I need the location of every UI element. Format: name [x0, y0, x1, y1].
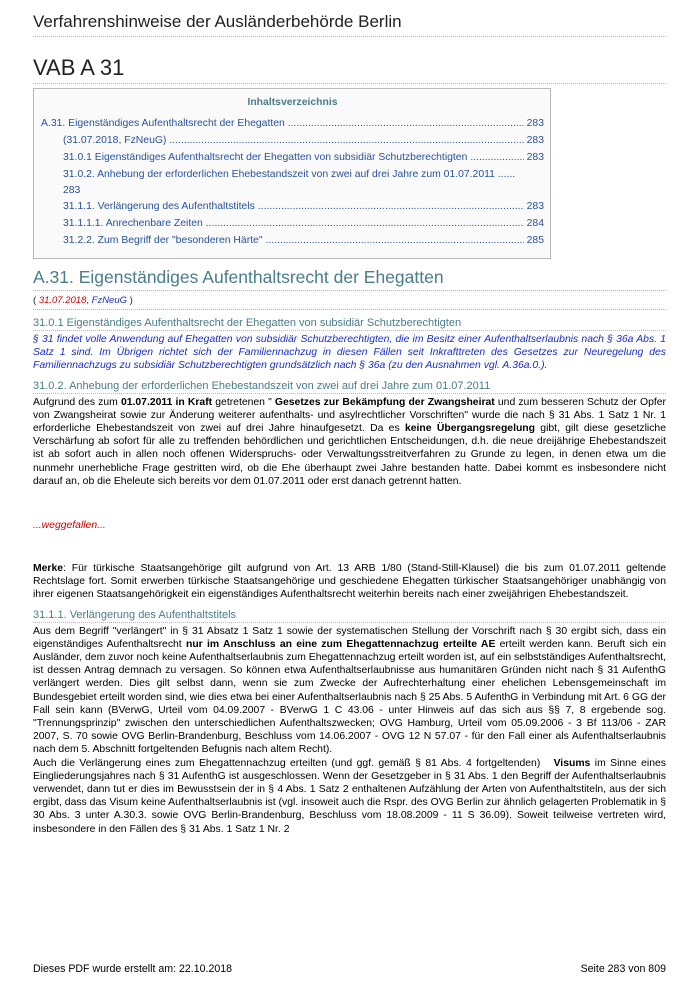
toc-leader — [266, 233, 524, 249]
toc-leader — [470, 150, 523, 166]
document-title: VAB A 31 — [33, 55, 666, 84]
text-run: Aus dem Begriff "verlängert" in § 31 Absatz 1 Satz 1 sowie der systematischen Stellung der Vorschrift nach § 30 ergibt sich, dass ein eigenständiges Aufenthaltsrecht — [33, 625, 666, 650]
toc-entry-text[interactable]: A.31. Eigenständiges Aufenthaltsrecht der Ehegatten — [41, 118, 285, 129]
toc-leader — [206, 216, 524, 232]
toc-entry[interactable] — [41, 216, 544, 232]
toc-entry-text[interactable]: 31.1.1. Verlängerung des Aufenthaltstitels — [63, 201, 255, 212]
text-run: Aufgrund des zum — [33, 396, 121, 408]
bold-run: Gesetzes zur Bekämpfung der Zwangsheirat — [274, 396, 495, 408]
toc-leader — [258, 199, 524, 215]
toc-entry[interactable] — [41, 116, 544, 132]
footer-page-number: Seite 283 von 809 — [580, 963, 666, 975]
paragraph — [33, 757, 666, 836]
toc-entry-text[interactable]: 31.2.2. Zum Begriff der "besonderen Härte" — [63, 235, 263, 246]
document-page — [33, 0, 666, 836]
toc-entry-page[interactable]: 284 — [526, 218, 544, 229]
paragraph — [33, 396, 666, 488]
toc-entry-text[interactable]: 31.1.1.1. Anrechenbare Zeiten — [63, 218, 203, 229]
bold-run: 01.07.2011 in Kraft — [120, 396, 213, 408]
subsection-heading: 31.1.1. Verlängerung des Aufenthaltstitels — [33, 609, 666, 623]
toc-entry-page[interactable]: 283 — [526, 152, 544, 163]
toc-entry-page[interactable]: 285 — [526, 235, 544, 246]
text-run: und zum besseren Schutz der Opfer von Zwangsheirat sowie zur Änderung weiterer aufenthalts- und asylrechtlicher Vorschriften" wurde die nach § 31 Abs. 1 Satz 1 Nr. 1 erforderliche Ehebestandszeit von zwei auf drei Jahre hinaufgesetzt. Da es — [33, 396, 667, 435]
text-run: gibt, gilt diese gesetzliche Verschärfung ab sofort für alle zu treffenden behördlichen und gerichtlichen Entscheidungen, d.h. die neue dreijährige Ehebestandszeit ist ab sofort auch in allen noch offenen Widerspruchs- oder Verwaltungsstreitverfahren zu Grunde zu legen, in denen etwa um die nunmehr unerhebliche Frage gestritten wird, ob die Ehe überhaupt zwei Jahre bestanden hatte. Dabei kommt es insbesondere nicht darauf an, ob die Eheleute sich bereits vor dem 01.07.2011 oder erst danach getrennt hatten. — [33, 423, 666, 487]
meta-open: ( — [33, 295, 39, 306]
page-footer — [33, 963, 666, 975]
subsection-text: § 31 findet volle Anwendung auf Ehegatten von subsidiär Schutzberechtigten, die im Besitz einer Aufenthaltserlaubnis nach § 36a Abs. 1 Satz 1 sind. Im Übrigen richtet sich der Familiennachzug in diesen Fällen seit Inkrafttreten des Gesetzes zur Neuregelung des Familiennachzugs zu subsidiär Schutzberechtigten grundsätzlich nach § 36a (zu den Ausnahmen vgl. A.36a.0.). — [33, 334, 666, 372]
meta-date: 31.07.2018 — [38, 295, 87, 306]
toc-entry[interactable] — [41, 133, 544, 149]
toc-entry[interactable] — [41, 150, 544, 166]
note-paragraph — [33, 562, 666, 602]
toc-entry-page[interactable]: 283 — [63, 185, 81, 196]
toc-entry-text[interactable]: 31.0.2. Anhebung der erforderlichen Ehebestandszeit von zwei auf drei Jahre zum 01.07.2011 — [63, 169, 495, 180]
subsection-heading: 31.0.1 Eigenständiges Aufenthaltsrecht der Ehegatten von subsidiär Schutzberechtigten — [33, 317, 666, 331]
toc-entry[interactable] — [41, 167, 544, 199]
toc-entry-page[interactable]: 283 — [526, 201, 544, 212]
toc-leader — [169, 133, 523, 149]
text-run: erteilt werden kann. Beruft sich ein Ausländer, dem zuvor noch keine Aufenthaltserlaubnis zum Ehegattennachzug erteilt worden ist, auf ein selbstständiges Aufenthaltsrecht, ist dessen Antrag demnach zu versagen. So können etwa Aufenthaltserlaubnisse aus humanitären Gründen nicht nach § 31 AufenthG verlängert werden. Dies gilt selbst dann, wenn sie zum Zwecke der Aufrechterhaltung einer ehelichen Lebensgemeinschaft im Bundesgebiet erteilt worden sind, wie dies etwa bei einer Aufenthaltserlaubnis nach § 25 Abs. 5 AufenthG in Verbindung mit Art. 6 GG der Fall sein kann (BVerwG, Urteil vom 04.09.2007 - BVerwG 1 C 43.06 - unter Hinweis auf das sich aus §§ 7, 8 ergebende sog. "Trennungsprinzip" zwischen den unterschiedlichen Aufenthaltszwecken; OVG Hamburg, Urteil vom 05.09.2006 - 3 Bf 113/06 - ZAR 2007, S. 70 sowie OVG Berlin-Brandenburg, Beschluss vom 14.06.2007 - OVG 12 N 57.07 - für den Fall einer als Aufenthaltserlaubnis nach dem 5. Abschnitt fortgeltenden Befugnis nach altem Recht). — [33, 638, 666, 756]
toc-leader — [288, 116, 524, 132]
toc-leader: ...... — [497, 169, 516, 180]
removed-notice: ...weggefallen... — [33, 520, 106, 532]
toc-entry-text[interactable]: 31.0.1 Eigenständiges Aufenthaltsrecht der Ehegatten von subsidiär Schutzberechtigten — [63, 152, 468, 163]
section-heading: A.31. Eigenständiges Aufenthaltsrecht der Ehegatten — [33, 267, 666, 291]
bold-run: Visums — [553, 757, 591, 769]
toc-entry-page[interactable]: 283 — [526, 118, 544, 129]
toc-entry-page[interactable]: 283 — [526, 135, 544, 146]
text-run: im Sinne eines Eingliederungsjahres nach § 31 AufenthG ist ausgeschlossen. Wenn der Gesetzgeber in § 31 Abs. 1 den Begriff der Aufenthaltserlaubnis verwendet, dann tut er dies im Bewusstsein der in § 4 Abs. 1 Satz 2 enthaltenen Aufzählung der Arten von Aufenthaltstiteln, aus der sich ergibt, dass das Visum keine Aufenthaltserlaubnis ist (vgl. insoweit auch die Rspr. des OVG Berlin zur ähnlich gelagerten Problematik in § 30 Abs. 3 unter A.30.3. sowie OVG Berlin-Brandenburg, Beschluss vom 18.08.2009 - 11 S 36.09). Soweit teilweise vertreten wird, insbesondere in den Fällen des § 31 Abs. 1 Satz 1 Nr. 2 — [33, 757, 666, 835]
meta-source-link[interactable]: FzNeuG — [91, 295, 128, 306]
subsection-heading: 31.0.2. Anhebung der erforderlichen Ehebestandszeit von zwei auf drei Jahre zum 01.07.2011 — [33, 380, 666, 394]
meta-close: ) — [127, 295, 133, 306]
toc-entry[interactable] — [41, 199, 544, 215]
table-of-contents — [33, 88, 551, 259]
bold-run: keine Übergangsregelung — [404, 423, 535, 435]
paragraph — [33, 625, 666, 757]
text-run: : Für türkische Staatsangehörige gilt aufgrund von Art. 13 ARB 1/80 (Stand-Still-Klausel) die bis zum 01.07.2011 geltende Rechtslage fort. Somit erwerben türkische Staatsangehörige und geschiedene Ehegatten türkischer Staatsangehöriger unabhängig von ihrer eigenen Staatsangehörigkeit ein eigenständiges Aufenthaltsrecht weiterhin bereits nach einer zweijährigen Ehebestandszeit. — [33, 563, 666, 601]
section-meta — [33, 295, 666, 310]
text-run: getretenen " — [212, 396, 275, 408]
document-header: Verfahrenshinweise der Ausländerbehörde Berlin — [33, 12, 666, 37]
toc-entry[interactable] — [41, 233, 544, 249]
toc-entry-text[interactable]: (31.07.2018, FzNeuG) — [63, 135, 167, 146]
text-run: Auch die Verlängerung eines zum Ehegattennachzug erteilten (und ggf. gemäß § 81 Abs. 4 fortgeltenden) — [33, 757, 554, 769]
toc-heading: Inhaltsverzeichnis — [247, 97, 338, 108]
footer-created-date: Dieses PDF wurde erstellt am: 22.10.2018 — [33, 963, 233, 975]
meta-separator: , — [86, 295, 92, 306]
bold-run: nur im Anschluss an eine zum Ehegattennachzug erteilte AE — [185, 638, 496, 650]
note-label: Merke — [33, 563, 64, 575]
